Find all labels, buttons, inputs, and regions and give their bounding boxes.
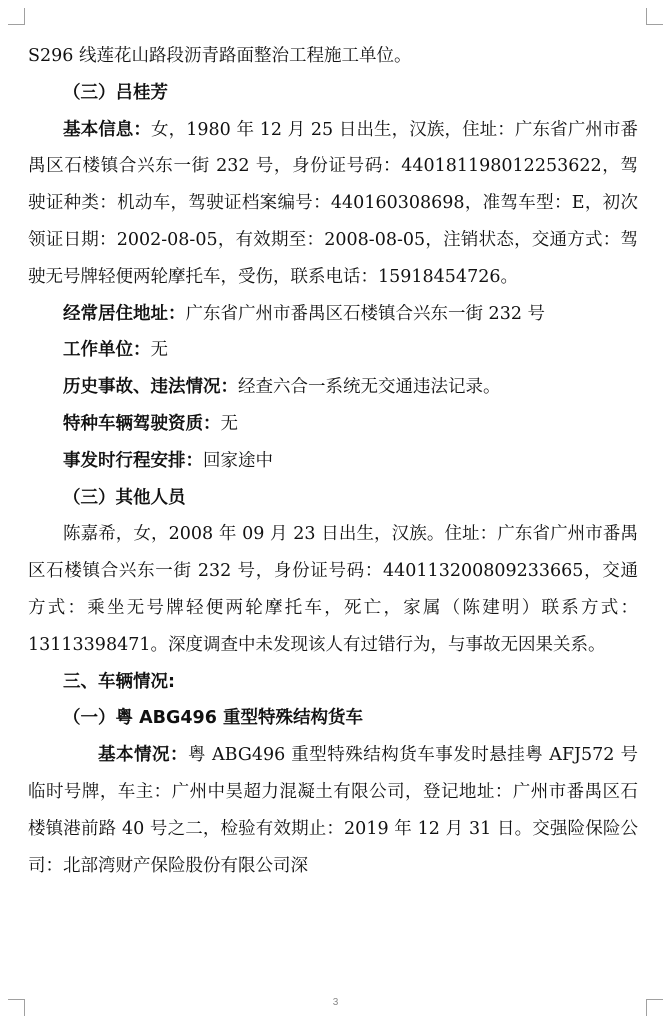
history-text: 经查六合一系统无交通违法记录。 bbox=[238, 377, 501, 398]
paragraph-basic-info bbox=[28, 112, 638, 296]
paragraph-history bbox=[28, 369, 638, 406]
basic-info-label: 基本信息： bbox=[63, 119, 152, 140]
special-vehicle-label: 特种车辆驾驶资质： bbox=[63, 413, 221, 434]
paragraph-trip bbox=[28, 443, 638, 480]
paragraph-work-unit bbox=[28, 332, 638, 369]
work-unit-label: 工作单位： bbox=[63, 340, 151, 361]
heading-other-persons: （三）其他人员 bbox=[63, 487, 186, 508]
document-body bbox=[28, 38, 638, 884]
paragraph-construction-unit: S296 线莲花山路段沥青路面整治工程施工单位。 bbox=[28, 46, 412, 66]
history-label: 历史事故、违法情况： bbox=[63, 377, 238, 398]
heading-truck: （一）粤 ABG496 重型特殊结构货车 bbox=[63, 708, 363, 729]
paragraph-other-person: 陈嘉希，女，2008 年 09 月 23 日出生，汉族。住址：广东省广州市番禺区石楼镇合兴东一街 232 号，身份证号码：440113200809233665，交通方式：乘坐无号牌轻便两轮摩托车，死亡，家属（陈建明）联系方式：13113398471。深度调查中未发现该人有过错行为，与事故无因果关系。 bbox=[28, 524, 638, 655]
paragraph-truck-basic bbox=[28, 737, 638, 884]
crop-mark-top-left bbox=[8, 8, 25, 25]
page-number: 3 bbox=[332, 997, 339, 1008]
paragraph-residence bbox=[28, 296, 638, 333]
crop-mark-top-right bbox=[646, 8, 663, 25]
truck-basic-text: 粤 ABG496 重型特殊结构货车事发时悬挂粤 AFJ572 号临时号牌，车主：广州中昊超力混凝土有限公司，登记地址：广州市番禺区石楼镇港前路 40 号之二，检验有效期止：2019 年 12 月 31 日。交强险保险公司：北部湾财产保险股份有限公司深 bbox=[28, 745, 638, 876]
basic-info-text: 女，1980 年 12 月 25 日出生，汉族，住址：广东省广州市番禺区石楼镇合兴东一街 232 号，身份证号码：440181198012253622，驾驶证种类：机动车，驾驶证档案编号：440160308698，准驾车型：E，初次领证日期：2002-08-05，有效期至：2008-08-05，注销状态，交通方式：驾驶无号牌轻便两轮摩托车，受伤，联系电话：15918454726。 bbox=[28, 119, 639, 287]
trip-label: 事发时行程安排： bbox=[63, 450, 203, 471]
heading-lv-guifang: （三）吕桂芳 bbox=[63, 82, 168, 103]
residence-text: 广东省广州市番禺区石楼镇合兴东一街 232 号 bbox=[185, 303, 546, 324]
work-unit-text: 无 bbox=[150, 340, 168, 361]
heading-vehicle-situation: 三、车辆情况: bbox=[63, 671, 175, 692]
special-vehicle-text: 无 bbox=[220, 413, 238, 434]
paragraph-special-vehicle bbox=[28, 406, 638, 443]
residence-label: 经常居住地址： bbox=[63, 303, 186, 324]
trip-text: 回家途中 bbox=[203, 450, 273, 471]
truck-basic-label: 基本情况： bbox=[98, 745, 188, 766]
